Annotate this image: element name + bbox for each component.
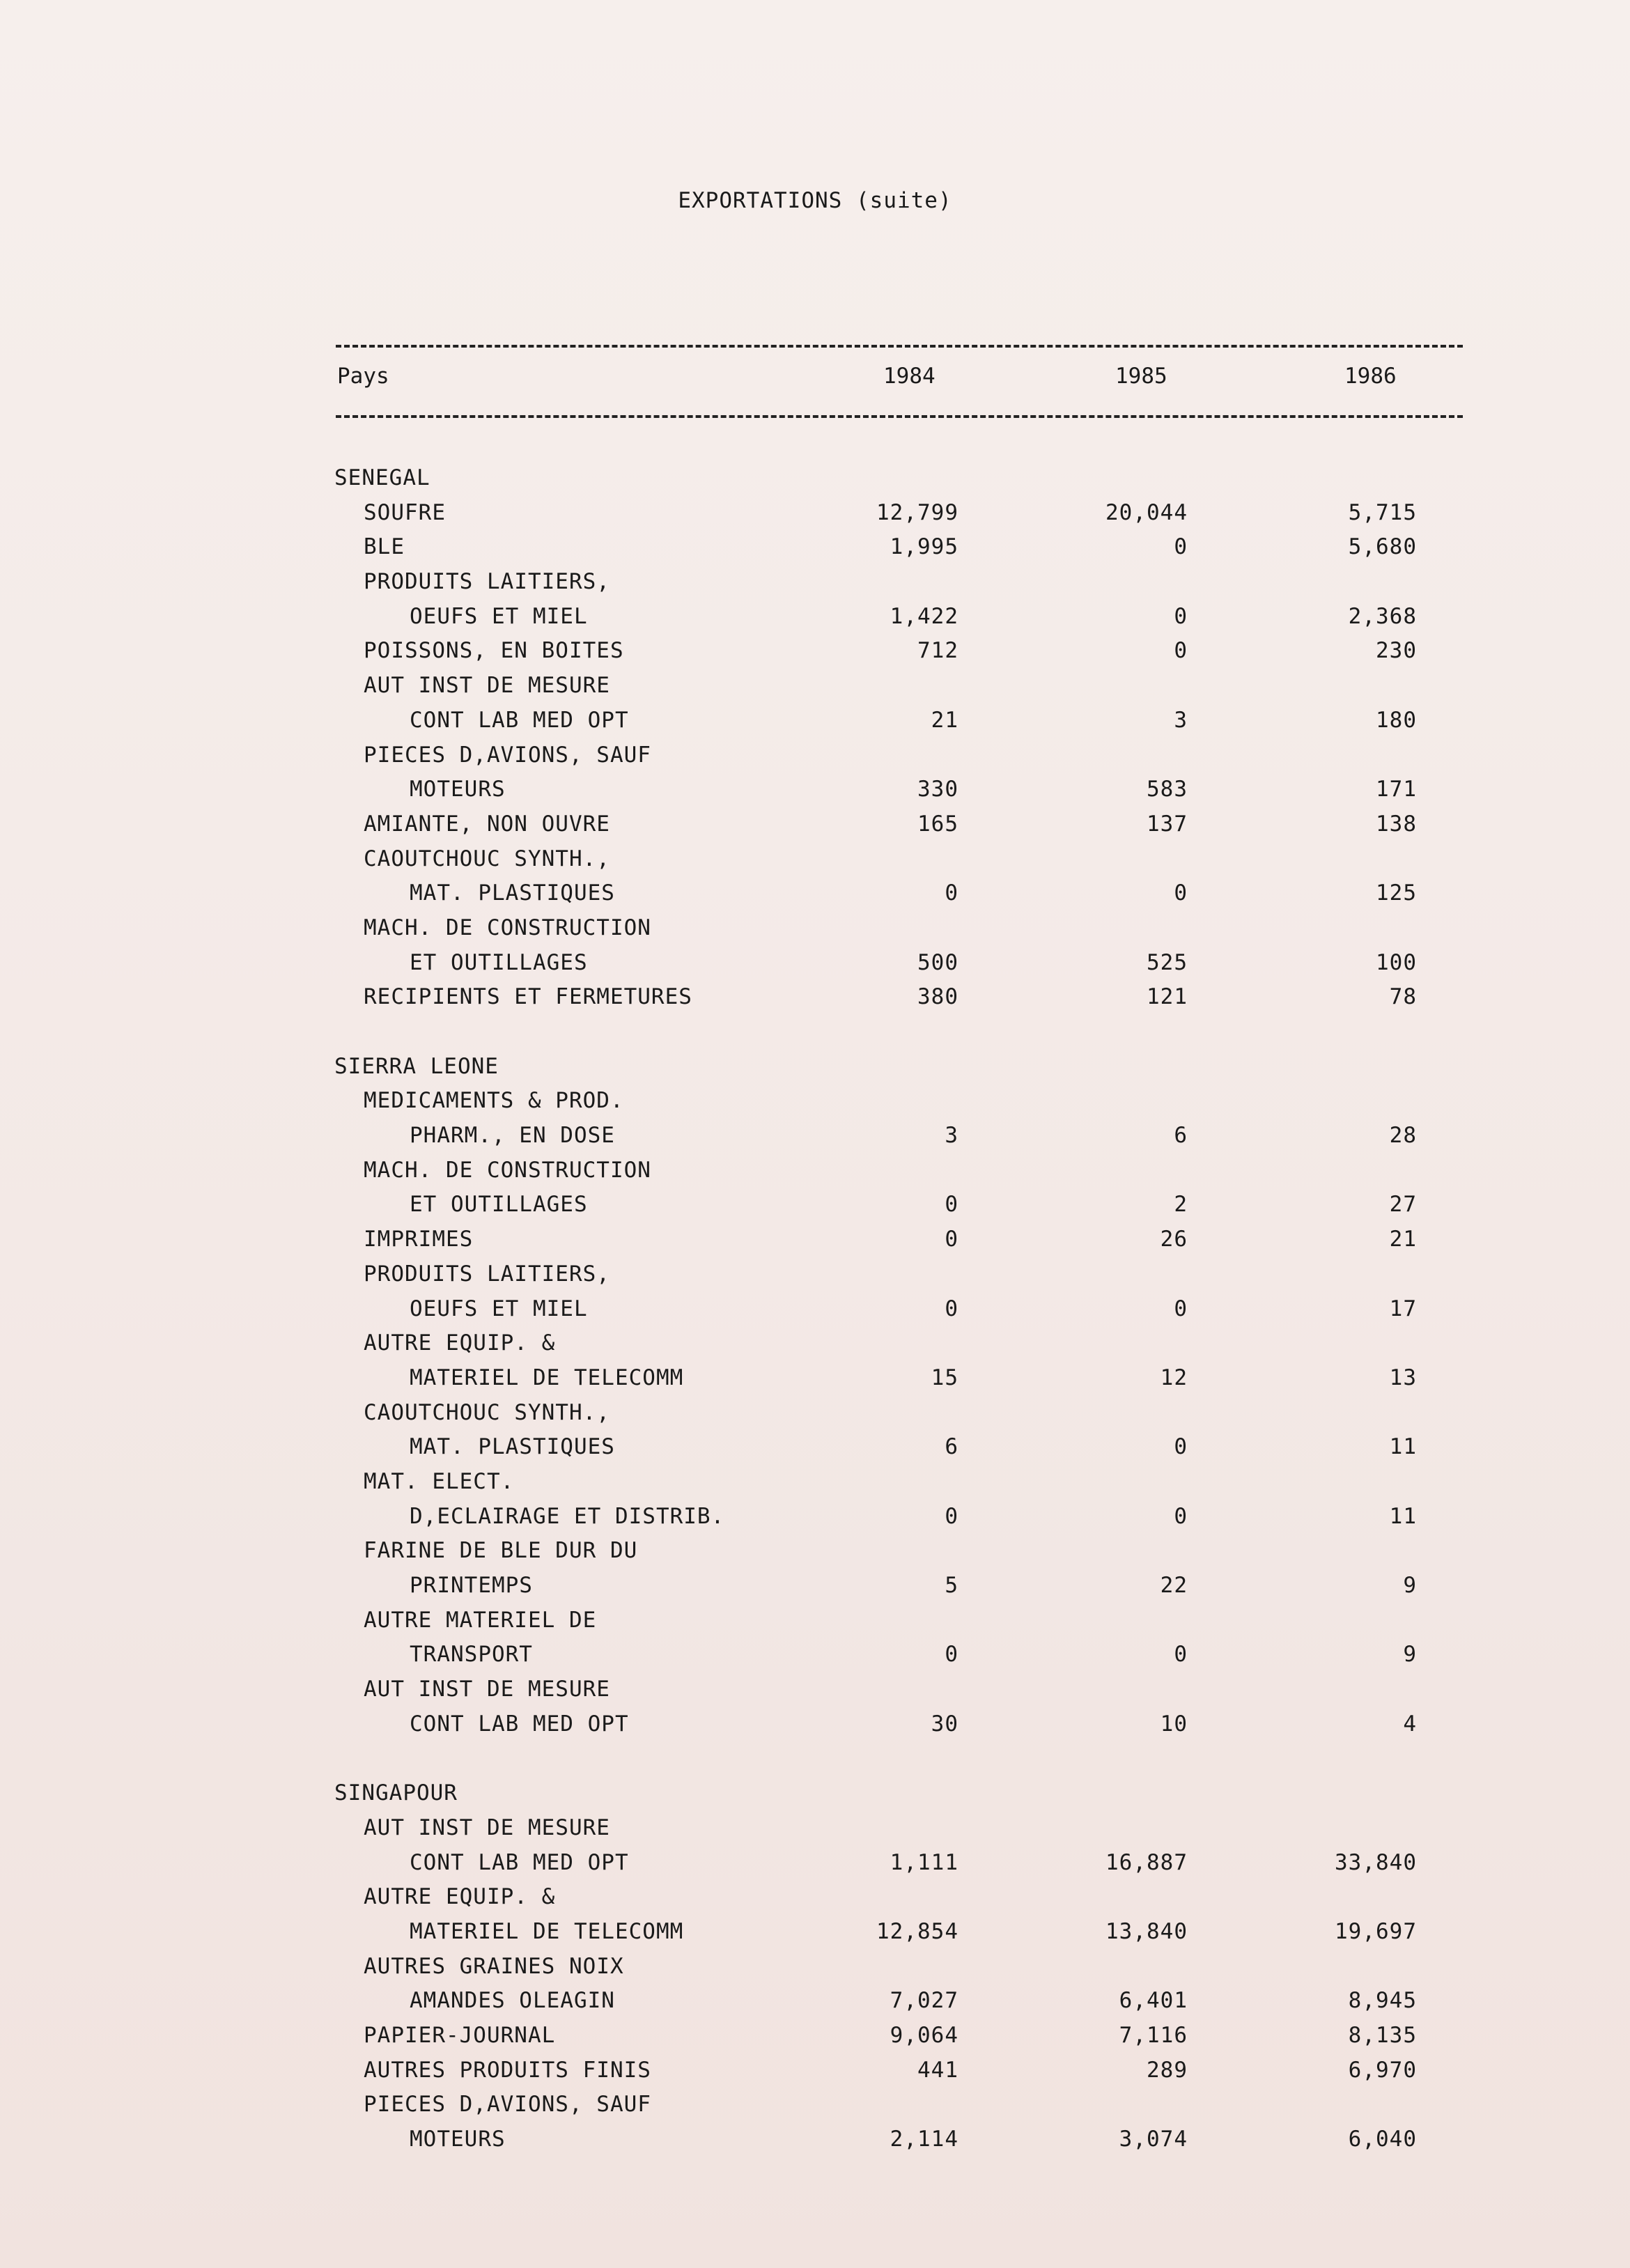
table-row (0, 1330, 1630, 1365)
product-label: PIECES D,AVIONS, SAUF (364, 742, 651, 768)
value-1986: 11 (1389, 1503, 1417, 1529)
product-label: ET OUTILLAGES (410, 949, 588, 975)
section-spacer (0, 1746, 1630, 1780)
value-1986: 21 (1389, 1227, 1417, 1252)
product-label: FARINE DE BLE DUR DU (364, 1538, 638, 1564)
value-1985: 20,044 (1105, 499, 1188, 525)
product-label: MOTEURS (410, 2127, 506, 2152)
table-row (0, 1815, 1630, 1850)
product-label: AUTRES PRODUITS FINIS (364, 2057, 651, 2083)
product-label: D,ECLAIRAGE ET DISTRIB. (410, 1503, 725, 1529)
product-label: PRINTEMPS (410, 1573, 533, 1598)
table-row (0, 1711, 1630, 1746)
table-row (0, 1884, 1630, 1919)
value-1986: 2,368 (1348, 603, 1417, 629)
table-row (0, 1227, 1630, 1261)
product-label: AMANDES OLEAGIN (410, 1988, 615, 2014)
table-row (0, 1434, 1630, 1469)
value-1986: 19,697 (1335, 1918, 1417, 1944)
value-1986: 230 (1376, 638, 1417, 664)
table-row (0, 846, 1630, 881)
value-1985: 2 (1174, 1192, 1188, 1218)
value-1986: 138 (1376, 811, 1417, 837)
value-1986: 125 (1376, 880, 1417, 906)
value-1985: 26 (1160, 1227, 1188, 1252)
value-1984: 3 (945, 1123, 958, 1149)
table-row (0, 1088, 1630, 1123)
table-row (0, 1988, 1630, 2023)
product-label: MAT. PLASTIQUES (410, 880, 615, 906)
value-1985: 289 (1147, 2057, 1188, 2083)
product-label: ET OUTILLAGES (410, 1192, 588, 1218)
value-1985: 0 (1174, 1434, 1188, 1460)
product-label: AUTRE EQUIP. & (364, 1884, 556, 1910)
value-1984: 712 (917, 638, 958, 664)
product-label: AUTRE EQUIP. & (364, 1330, 556, 1356)
table-row (0, 1850, 1630, 1885)
table-row (0, 915, 1630, 950)
product-label: MAT. PLASTIQUES (410, 1434, 615, 1460)
value-1984: 0 (945, 1192, 958, 1218)
value-1985: 525 (1147, 949, 1188, 975)
product-label: CAOUTCHOUC SYNTH., (364, 1399, 610, 1425)
value-1986: 100 (1376, 949, 1417, 975)
table-row (0, 1365, 1630, 1400)
value-1985: 10 (1160, 1711, 1188, 1737)
value-1986: 17 (1389, 1296, 1417, 1321)
product-label: CONT LAB MED OPT (410, 707, 629, 733)
value-1986: 8,945 (1348, 1988, 1417, 2014)
product-label: TRANSPORT (410, 1642, 533, 1668)
country-name: SENEGAL (334, 465, 430, 490)
value-1985: 6,401 (1119, 1988, 1188, 2014)
value-1984: 1,111 (890, 1849, 958, 1875)
value-1985: 12 (1160, 1365, 1188, 1390)
product-label: CONT LAB MED OPT (410, 1711, 629, 1737)
table-row (0, 811, 1630, 846)
value-1985: 7,116 (1119, 2022, 1188, 2048)
value-1984: 12,854 (876, 1918, 958, 1944)
table-row (0, 2058, 1630, 2092)
value-1985: 0 (1174, 534, 1188, 560)
product-label: MOTEURS (410, 777, 506, 802)
value-1984: 0 (945, 1503, 958, 1529)
value-1985: 16,887 (1105, 1849, 1188, 1875)
table-row (0, 2023, 1630, 2058)
value-1985: 22 (1160, 1573, 1188, 1598)
product-label: AUTRE MATERIEL DE (364, 1607, 597, 1633)
product-label: POISSONS, EN BOITES (364, 638, 624, 664)
value-1986: 28 (1389, 1123, 1417, 1149)
value-1984: 21 (931, 707, 958, 733)
product-label: IMPRIMES (364, 1227, 474, 1252)
value-1984: 500 (917, 949, 958, 975)
value-1985: 0 (1174, 1296, 1188, 1321)
header-1984: 1984 (883, 364, 936, 389)
table-row (0, 1192, 1630, 1227)
value-1984: 0 (945, 1227, 958, 1252)
value-1985: 0 (1174, 1503, 1188, 1529)
table-row (0, 569, 1630, 604)
product-label: MEDICAMENTS & PROD. (364, 1088, 624, 1114)
header-1985: 1985 (1115, 364, 1167, 389)
table-row (0, 1954, 1630, 1989)
table-row (0, 1538, 1630, 1573)
section-spacer (0, 1019, 1630, 1054)
header-top-rule (336, 345, 1463, 348)
value-1985: 13,840 (1105, 1918, 1188, 1944)
table-row (0, 1677, 1630, 1711)
header-1986: 1986 (1344, 364, 1397, 389)
product-label: AUT INST DE MESURE (364, 673, 610, 699)
value-1986: 8,135 (1348, 2022, 1417, 2048)
table-row (0, 500, 1630, 535)
table-row (0, 777, 1630, 811)
value-1984: 12,799 (876, 499, 958, 525)
page-title: EXPORTATIONS (suite) (678, 188, 952, 213)
value-1984: 30 (931, 1711, 958, 1737)
product-label: AUT INST DE MESURE (364, 1677, 610, 1702)
table-row (0, 2092, 1630, 2127)
table-row (0, 1608, 1630, 1642)
value-1984: 380 (917, 984, 958, 1010)
value-1985: 6 (1174, 1123, 1188, 1149)
product-label: PRODUITS LAITIERS, (364, 1261, 610, 1287)
value-1984: 165 (917, 811, 958, 837)
value-1986: 171 (1376, 777, 1417, 802)
value-1984: 1,422 (890, 603, 958, 629)
product-label: MACH. DE CONSTRUCTION (364, 915, 651, 940)
value-1984: 5 (945, 1573, 958, 1598)
table-row (0, 1919, 1630, 1954)
product-label: OEUFS ET MIEL (410, 603, 588, 629)
value-1985: 137 (1147, 811, 1188, 837)
value-1986: 180 (1376, 707, 1417, 733)
product-label: MATERIEL DE TELECOMM (410, 1365, 684, 1390)
table-row (0, 1573, 1630, 1608)
value-1986: 4 (1403, 1711, 1417, 1737)
product-label: MAT. ELECT. (364, 1468, 515, 1494)
value-1986: 5,680 (1348, 534, 1417, 560)
country-row (0, 1780, 1630, 1815)
product-label: CAOUTCHOUC SYNTH., (364, 846, 610, 871)
table-row (0, 1158, 1630, 1193)
product-label: AMIANTE, NON OUVRE (364, 811, 610, 837)
country-row (0, 465, 1630, 500)
value-1986: 6,040 (1348, 2127, 1417, 2152)
value-1985: 0 (1174, 638, 1188, 664)
table-row (0, 1469, 1630, 1504)
product-label: SOUFRE (364, 499, 446, 525)
table-row (0, 880, 1630, 915)
value-1985: 3,074 (1119, 2127, 1188, 2152)
table-row (0, 2127, 1630, 2161)
value-1984: 441 (917, 2057, 958, 2083)
value-1986: 11 (1389, 1434, 1417, 1460)
value-1985: 0 (1174, 880, 1188, 906)
value-1985: 0 (1174, 603, 1188, 629)
table-row (0, 534, 1630, 569)
product-label: PHARM., EN DOSE (410, 1123, 615, 1149)
product-label: PAPIER-JOURNAL (364, 2022, 556, 2048)
table-row (0, 743, 1630, 777)
value-1985: 121 (1147, 984, 1188, 1010)
table-row (0, 1642, 1630, 1677)
value-1984: 0 (945, 1296, 958, 1321)
value-1984: 330 (917, 777, 958, 802)
value-1984: 1,995 (890, 534, 958, 560)
value-1986: 9 (1403, 1573, 1417, 1598)
table-row (0, 638, 1630, 673)
table-row (0, 950, 1630, 985)
product-label: AUT INST DE MESURE (364, 1815, 610, 1840)
header-bottom-rule (336, 415, 1463, 418)
value-1986: 5,715 (1348, 499, 1417, 525)
value-1986: 13 (1389, 1365, 1417, 1390)
table-row (0, 1261, 1630, 1296)
table-row (0, 1123, 1630, 1158)
value-1984: 0 (945, 880, 958, 906)
table-row (0, 1296, 1630, 1331)
value-1984: 9,064 (890, 2022, 958, 2048)
table-row (0, 1504, 1630, 1539)
value-1986: 33,840 (1335, 1849, 1417, 1875)
header-pays: Pays (337, 364, 389, 389)
product-label: CONT LAB MED OPT (410, 1849, 629, 1875)
product-label: PRODUITS LAITIERS, (364, 569, 610, 595)
table-row (0, 708, 1630, 743)
table-row (0, 1400, 1630, 1435)
product-label: MATERIEL DE TELECOMM (410, 1918, 684, 1944)
table-row (0, 604, 1630, 639)
product-label: AUTRES GRAINES NOIX (364, 1953, 624, 1979)
value-1984: 7,027 (890, 1988, 958, 2014)
product-label: BLE (364, 534, 405, 560)
value-1984: 6 (945, 1434, 958, 1460)
country-row (0, 1054, 1630, 1089)
table-row (0, 673, 1630, 708)
product-label: PIECES D,AVIONS, SAUF (364, 2092, 651, 2118)
value-1986: 6,970 (1348, 2057, 1417, 2083)
value-1984: 2,114 (890, 2127, 958, 2152)
product-label: MACH. DE CONSTRUCTION (364, 1157, 651, 1183)
product-label: RECIPIENTS ET FERMETURES (364, 984, 692, 1010)
value-1984: 15 (931, 1365, 958, 1390)
value-1985: 3 (1174, 707, 1188, 733)
value-1985: 0 (1174, 1642, 1188, 1668)
product-label: OEUFS ET MIEL (410, 1296, 588, 1321)
country-name: SIERRA LEONE (334, 1053, 499, 1079)
table-row (0, 984, 1630, 1019)
value-1986: 9 (1403, 1642, 1417, 1668)
value-1985: 583 (1147, 777, 1188, 802)
export-table (0, 465, 1630, 2161)
country-name: SINGAPOUR (334, 1780, 458, 1806)
value-1986: 78 (1389, 984, 1417, 1010)
value-1984: 0 (945, 1642, 958, 1668)
value-1986: 27 (1389, 1192, 1417, 1218)
